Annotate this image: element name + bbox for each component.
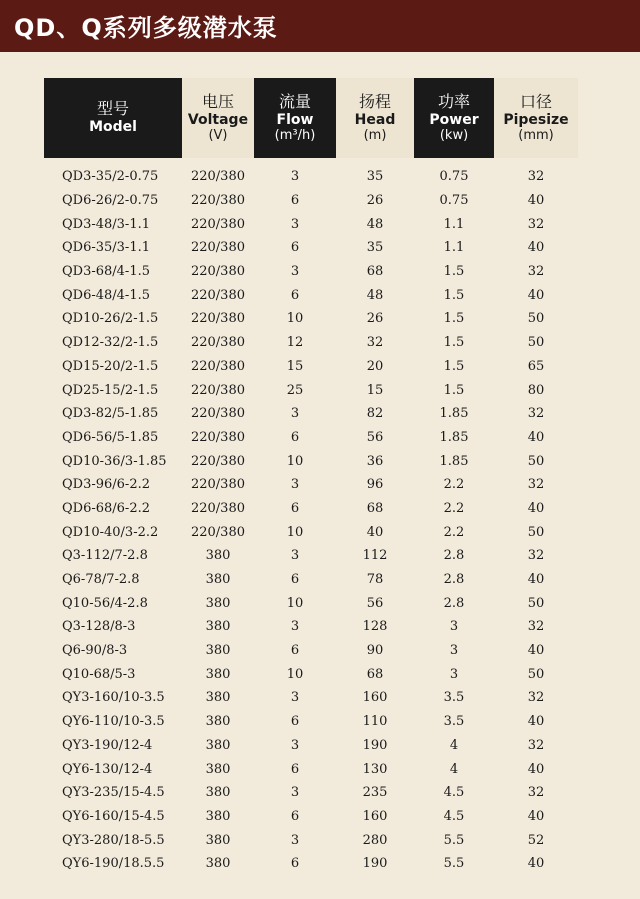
table-row	[44, 710, 578, 734]
cell-model: QD6-68/6-2.2	[62, 500, 151, 516]
cell-voltage: 220/380	[190, 264, 245, 280]
cell-power: 1.1	[443, 216, 465, 232]
cell-flow: 3	[290, 785, 300, 801]
cell-model: QY6-130/12-4	[62, 761, 153, 777]
cell-voltage: 220/380	[190, 169, 245, 185]
page-title: QD、Q系列多级潜水泵	[14, 14, 278, 42]
cell-power: 2.2	[443, 500, 465, 516]
header-model	[44, 78, 182, 158]
table-row	[44, 852, 578, 876]
cell-pipesize: 40	[527, 714, 545, 730]
cell-power: 3	[449, 666, 459, 682]
cell-flow: 6	[290, 287, 300, 303]
cell-head: 26	[366, 311, 384, 327]
table-row	[44, 355, 578, 379]
cell-voltage: 220/380	[190, 335, 245, 351]
table-row	[44, 236, 578, 260]
cell-voltage: 380	[205, 643, 231, 659]
cell-flow: 6	[290, 856, 300, 872]
cell-flow: 3	[290, 832, 300, 848]
table-row	[44, 260, 578, 284]
table-row	[44, 402, 578, 426]
header-flow	[254, 78, 336, 158]
header-en: Flow	[276, 111, 314, 128]
cell-flow: 6	[290, 714, 300, 730]
cell-power: 0.75	[439, 169, 469, 185]
cell-flow: 3	[290, 548, 300, 564]
cell-flow: 6	[290, 643, 300, 659]
cell-pipesize: 32	[527, 619, 545, 635]
cell-power: 1.5	[443, 382, 465, 398]
cell-model: QD6-26/2-0.75	[62, 193, 159, 209]
cell-flow: 3	[290, 406, 300, 422]
cell-head: 56	[366, 595, 384, 611]
header-zh: 流量	[278, 91, 311, 111]
cell-model: Q10-68/5-3	[62, 666, 136, 682]
table-row	[44, 591, 578, 615]
cell-power: 1.1	[443, 240, 465, 256]
table-body	[44, 165, 578, 876]
cell-pipesize: 40	[527, 287, 545, 303]
cell-pipesize: 65	[527, 358, 545, 374]
cell-flow: 12	[286, 335, 304, 351]
cell-flow: 3	[290, 264, 300, 280]
table-row	[44, 615, 578, 639]
table-row	[44, 662, 578, 686]
table-header	[44, 78, 578, 158]
cell-voltage: 220/380	[190, 382, 245, 398]
table-row	[44, 165, 578, 189]
cell-flow: 6	[290, 429, 300, 445]
cell-head: 68	[366, 264, 384, 280]
cell-pipesize: 50	[527, 666, 545, 682]
cell-voltage: 220/380	[190, 429, 245, 445]
cell-flow: 10	[286, 311, 304, 327]
cell-pipesize: 40	[527, 429, 545, 445]
header-zh: 扬程	[358, 91, 391, 111]
cell-power: 1.5	[443, 358, 465, 374]
cell-pipesize: 50	[527, 335, 545, 351]
cell-voltage: 380	[205, 690, 231, 706]
cell-model: QY6-110/10-3.5	[62, 714, 165, 730]
cell-flow: 6	[290, 808, 300, 824]
table-row	[44, 189, 578, 213]
cell-model: QD10-36/3-1.85	[62, 453, 167, 469]
cell-head: 130	[362, 761, 388, 777]
cell-flow: 15	[286, 358, 304, 374]
cell-model: QD12-32/2-1.5	[62, 335, 159, 351]
cell-voltage: 220/380	[190, 358, 245, 374]
cell-flow: 6	[290, 500, 300, 516]
cell-voltage: 220/380	[190, 287, 245, 303]
cell-flow: 10	[286, 666, 304, 682]
cell-model: Q3-112/7-2.8	[62, 548, 148, 564]
header-head	[336, 78, 414, 158]
cell-pipesize: 40	[527, 808, 545, 824]
table-row	[44, 307, 578, 331]
header-en: Head	[354, 111, 396, 128]
cell-head: 160	[362, 690, 388, 706]
cell-power: 2.8	[443, 595, 465, 611]
cell-flow: 3	[290, 216, 300, 232]
cell-voltage: 380	[205, 572, 231, 588]
table-row	[44, 544, 578, 568]
table-row	[44, 734, 578, 758]
cell-head: 48	[366, 216, 384, 232]
cell-voltage: 380	[205, 808, 231, 824]
cell-voltage: 380	[205, 761, 231, 777]
header-unit: (kw)	[439, 128, 469, 144]
cell-pipesize: 40	[527, 240, 545, 256]
cell-voltage: 220/380	[190, 477, 245, 493]
cell-power: 1.5	[443, 311, 465, 327]
cell-flow: 3	[290, 690, 300, 706]
cell-model: Q3-128/8-3	[62, 619, 136, 635]
table-row	[44, 781, 578, 805]
cell-head: 20	[366, 358, 384, 374]
cell-model: QD3-35/2-0.75	[62, 169, 159, 185]
cell-power: 4.5	[443, 808, 465, 824]
cell-power: 1.5	[443, 287, 465, 303]
cell-pipesize: 40	[527, 761, 545, 777]
cell-flow: 6	[290, 761, 300, 777]
cell-flow: 6	[290, 240, 300, 256]
cell-voltage: 220/380	[190, 524, 245, 540]
cell-head: 280	[362, 832, 388, 848]
cell-head: 68	[366, 666, 384, 682]
table-row	[44, 497, 578, 521]
cell-flow: 3	[290, 619, 300, 635]
cell-power: 1.85	[439, 429, 469, 445]
cell-pipesize: 52	[527, 832, 545, 848]
cell-model: QY6-190/18.5.5	[62, 856, 165, 872]
cell-voltage: 380	[205, 714, 231, 730]
cell-pipesize: 40	[527, 500, 545, 516]
cell-power: 3.5	[443, 690, 465, 706]
cell-pipesize: 32	[527, 548, 545, 564]
cell-head: 15	[366, 382, 384, 398]
table-row	[44, 212, 578, 236]
header-en: Pipesize	[503, 111, 569, 128]
cell-power: 1.5	[443, 264, 465, 280]
header-unit: (mm)	[518, 128, 554, 144]
cell-voltage: 220/380	[190, 406, 245, 422]
cell-power: 2.2	[443, 524, 465, 540]
header-zh: 电压	[201, 91, 234, 111]
cell-pipesize: 40	[527, 643, 545, 659]
cell-head: 36	[366, 453, 384, 469]
cell-voltage: 220/380	[190, 500, 245, 516]
cell-head: 96	[366, 477, 384, 493]
header-zh: 口径	[519, 91, 552, 111]
cell-head: 32	[366, 335, 384, 351]
cell-flow: 3	[290, 737, 300, 753]
table-row	[44, 568, 578, 592]
cell-voltage: 380	[205, 832, 231, 848]
cell-model: QY3-160/10-3.5	[62, 690, 165, 706]
cell-model: QD6-48/4-1.5	[62, 287, 151, 303]
cell-pipesize: 32	[527, 737, 545, 753]
header-pipesize	[494, 78, 578, 158]
table-row	[44, 331, 578, 355]
cell-model: Q10-56/4-2.8	[62, 595, 148, 611]
cell-head: 110	[362, 714, 388, 730]
cell-model: QD3-82/5-1.85	[62, 406, 159, 422]
cell-model: QD3-68/4-1.5	[62, 264, 151, 280]
cell-voltage: 380	[205, 595, 231, 611]
header-en: Voltage	[187, 111, 249, 128]
cell-head: 190	[362, 737, 388, 753]
cell-pipesize: 40	[527, 193, 545, 209]
cell-flow: 3	[290, 169, 300, 185]
header-en: Model	[89, 119, 137, 136]
table-row	[44, 805, 578, 829]
cell-pipesize: 32	[527, 216, 545, 232]
header-unit: (m)	[363, 128, 387, 144]
cell-flow: 10	[286, 453, 304, 469]
cell-model: QD10-40/3-2.2	[62, 524, 159, 540]
table-row	[44, 378, 578, 402]
cell-pipesize: 50	[527, 595, 545, 611]
cell-voltage: 380	[205, 619, 231, 635]
cell-head: 56	[366, 429, 384, 445]
cell-head: 40	[366, 524, 384, 540]
cell-pipesize: 40	[527, 856, 545, 872]
table-row	[44, 520, 578, 544]
cell-model: QY6-160/15-4.5	[62, 808, 165, 824]
cell-model: QY3-235/15-4.5	[62, 785, 165, 801]
cell-head: 48	[366, 287, 384, 303]
cell-power: 5.5	[443, 856, 465, 872]
table-row	[44, 449, 578, 473]
cell-pipesize: 32	[527, 169, 545, 185]
cell-power: 5.5	[443, 832, 465, 848]
cell-flow: 3	[290, 477, 300, 493]
cell-power: 1.85	[439, 453, 469, 469]
cell-power: 4	[449, 737, 459, 753]
cell-flow: 10	[286, 595, 304, 611]
cell-head: 128	[362, 619, 388, 635]
cell-head: 90	[366, 643, 384, 659]
table-row	[44, 473, 578, 497]
cell-model: QD25-15/2-1.5	[62, 382, 159, 398]
cell-model: QD6-35/3-1.1	[62, 240, 151, 256]
cell-power: 3.5	[443, 714, 465, 730]
cell-pipesize: 50	[527, 453, 545, 469]
table-row	[44, 828, 578, 852]
cell-model: Q6-90/8-3	[62, 643, 128, 659]
cell-head: 112	[362, 548, 388, 564]
cell-flow: 25	[286, 382, 304, 398]
cell-power: 4.5	[443, 785, 465, 801]
header-unit: (V)	[208, 128, 228, 144]
cell-model: QD10-26/2-1.5	[62, 311, 159, 327]
cell-power: 2.8	[443, 548, 465, 564]
cell-voltage: 380	[205, 548, 231, 564]
header-voltage	[182, 78, 254, 158]
cell-power: 2.2	[443, 477, 465, 493]
cell-model: QD3-96/6-2.2	[62, 477, 151, 493]
cell-voltage: 380	[205, 737, 231, 753]
cell-pipesize: 50	[527, 524, 545, 540]
cell-power: 1.5	[443, 335, 465, 351]
cell-model: QY3-280/18-5.5	[62, 832, 165, 848]
cell-flow: 10	[286, 524, 304, 540]
cell-flow: 6	[290, 193, 300, 209]
cell-head: 26	[366, 193, 384, 209]
table-row	[44, 686, 578, 710]
cell-pipesize: 32	[527, 477, 545, 493]
cell-model: Q6-78/7-2.8	[62, 572, 140, 588]
table-row	[44, 639, 578, 663]
cell-voltage: 380	[205, 666, 231, 682]
cell-pipesize: 50	[527, 311, 545, 327]
cell-flow: 6	[290, 572, 300, 588]
table-row	[44, 283, 578, 307]
header-power	[414, 78, 494, 158]
cell-head: 235	[362, 785, 388, 801]
cell-head: 190	[362, 856, 388, 872]
cell-head: 35	[366, 169, 384, 185]
title-banner	[0, 0, 640, 52]
cell-model: QY3-190/12-4	[62, 737, 153, 753]
cell-voltage: 380	[205, 856, 231, 872]
cell-pipesize: 32	[527, 264, 545, 280]
cell-pipesize: 40	[527, 572, 545, 588]
cell-model: QD15-20/2-1.5	[62, 358, 159, 374]
cell-head: 160	[362, 808, 388, 824]
cell-head: 68	[366, 500, 384, 516]
cell-pipesize: 32	[527, 690, 545, 706]
cell-power: 2.8	[443, 572, 465, 588]
cell-voltage: 220/380	[190, 193, 245, 209]
cell-pipesize: 32	[527, 406, 545, 422]
cell-model: QD3-48/3-1.1	[62, 216, 151, 232]
cell-power: 4	[449, 761, 459, 777]
header-unit: (m³/h)	[274, 128, 316, 144]
cell-voltage: 220/380	[190, 216, 245, 232]
header-zh: 功率	[437, 91, 470, 111]
header-en: Power	[429, 111, 479, 128]
cell-power: 1.85	[439, 406, 469, 422]
cell-pipesize: 80	[527, 382, 545, 398]
cell-power: 0.75	[439, 193, 469, 209]
cell-voltage: 220/380	[190, 311, 245, 327]
cell-head: 82	[366, 406, 384, 422]
table-row	[44, 757, 578, 781]
header-zh: 型号	[96, 99, 129, 119]
cell-head: 78	[366, 572, 384, 588]
cell-head: 35	[366, 240, 384, 256]
cell-voltage: 220/380	[190, 453, 245, 469]
cell-model: QD6-56/5-1.85	[62, 429, 159, 445]
cell-pipesize: 32	[527, 785, 545, 801]
cell-voltage: 380	[205, 785, 231, 801]
cell-voltage: 220/380	[190, 240, 245, 256]
cell-power: 3	[449, 619, 459, 635]
cell-power: 3	[449, 643, 459, 659]
table-row	[44, 426, 578, 450]
